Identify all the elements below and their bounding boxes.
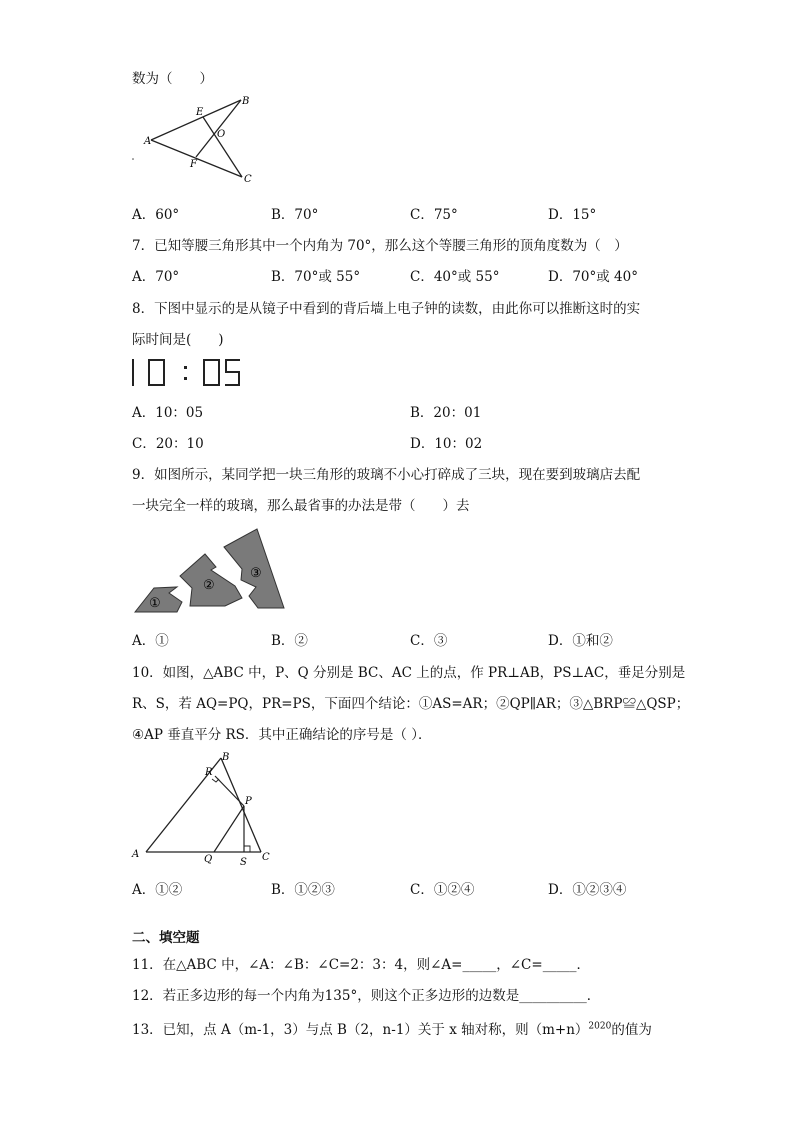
q9-glass-pieces-figure xyxy=(132,526,292,616)
q7-option-d[interactable]: D．70°或 40° xyxy=(548,269,638,285)
q13-stem xyxy=(132,1018,652,1038)
q13-stem-tail: 的值为 xyxy=(611,1022,652,1038)
q9-stem-line2: 一块完全一样的玻璃，那么最省事的办法是带（ ）去 xyxy=(132,498,470,514)
q6-figure xyxy=(128,92,268,187)
q10-option-a[interactable]: A．①② xyxy=(132,882,183,898)
q10-stem-line1: 10．如图，△ABC 中，P、Q 分别是 BC、AC 上的点，作 PR⊥AB，PS⊥AC，垂足分别是 xyxy=(132,665,686,681)
q8-option-d[interactable]: D．10：02 xyxy=(410,436,483,452)
q8-stem-line2: 际时间是( ) xyxy=(132,332,224,348)
q7-stem: 7．已知等腰三角形其中一个内角为 70°，那么这个等腰三角形的顶角度数为（ ） xyxy=(132,238,628,254)
q9-option-d[interactable]: D．①和② xyxy=(548,633,613,649)
q12-stem: 12．若正多边形的每一个内角为135°，则这个正多边形的边数是__________． xyxy=(132,988,601,1004)
q6-label-e: E xyxy=(196,107,204,118)
q8-option-c[interactable]: C．20：10 xyxy=(132,436,204,452)
q6-label-a: A xyxy=(144,136,152,147)
q10-label-q: Q xyxy=(204,854,213,865)
q8-option-b[interactable]: B．20：01 xyxy=(410,405,482,421)
q9-option-a[interactable]: A．① xyxy=(132,633,169,649)
q9-stem-line1: 9．如图所示，某同学把一块三角形的玻璃不小心打碎成了三块，现在要到玻璃店去配 xyxy=(132,467,641,483)
q7-option-b[interactable]: B．70°或 55° xyxy=(271,269,361,285)
q10-triangle-figure xyxy=(128,748,278,868)
q10-label-s: S xyxy=(240,857,247,868)
q11-stem: 11．在△ABC 中，∠A：∠B：∠C=2：3：4，则∠A=_____，∠C=_____． xyxy=(132,957,590,973)
q9-piece-2-label: ② xyxy=(203,578,215,593)
q6-label-f: F xyxy=(190,159,197,170)
q10-option-b[interactable]: B．①②③ xyxy=(271,882,335,898)
q13-stem-main: 13．已知，点 A（m-1，3）与点 B（2，n-1）关于 x 轴对称，则（m+n） xyxy=(132,1022,589,1038)
q6-option-b[interactable]: B．70° xyxy=(271,207,319,223)
q10-label-c: C xyxy=(262,852,270,863)
q10-label-b: B xyxy=(222,752,230,763)
q10-stem-line3: ④AP 垂直平分 RS．其中正确结论的序号是（ ）． xyxy=(132,727,432,743)
q7-option-a[interactable]: A．70° xyxy=(132,269,180,285)
q9-option-b[interactable]: B．② xyxy=(271,633,308,649)
q10-option-c[interactable]: C．①②④ xyxy=(410,882,475,898)
q9-piece-3-label: ③ xyxy=(250,566,262,581)
q8-option-a[interactable]: A．10：05 xyxy=(132,405,204,421)
mirrored-clock-image xyxy=(132,357,242,389)
q8-stem-line1: 8．下图中显示的是从镜子中看到的背后墙上电子钟的读数，由此你可以推断这时的实 xyxy=(132,301,641,317)
q13-exponent: 2020 xyxy=(588,1021,612,1032)
q10-label-p: P xyxy=(245,796,252,807)
q9-option-c[interactable]: C．③ xyxy=(410,633,448,649)
q6-label-b: B xyxy=(242,96,250,107)
q10-stem-line2: R、S，若 AQ=PQ，PR=PS，下面四个结论：①AS=AR；②QP∥AR；③△BRP≌△QSP； xyxy=(132,696,690,712)
q6-stem-tail: 数为（ ） xyxy=(132,71,213,87)
q6-label-c: C xyxy=(244,174,252,185)
q10-label-r: R xyxy=(205,767,213,778)
q6-option-d[interactable]: D．15° xyxy=(548,207,597,223)
q7-option-c[interactable]: C．40°或 55° xyxy=(410,269,500,285)
q10-option-d[interactable]: D．①②③④ xyxy=(548,882,627,898)
section-heading: 二、填空题 xyxy=(132,930,200,946)
q10-label-a: A xyxy=(132,849,140,860)
q9-piece-1-label: ① xyxy=(149,596,161,611)
q6-label-o: O xyxy=(217,129,226,140)
q6-option-a[interactable]: A．60° xyxy=(132,207,180,223)
q6-option-c[interactable]: C．75° xyxy=(410,207,458,223)
